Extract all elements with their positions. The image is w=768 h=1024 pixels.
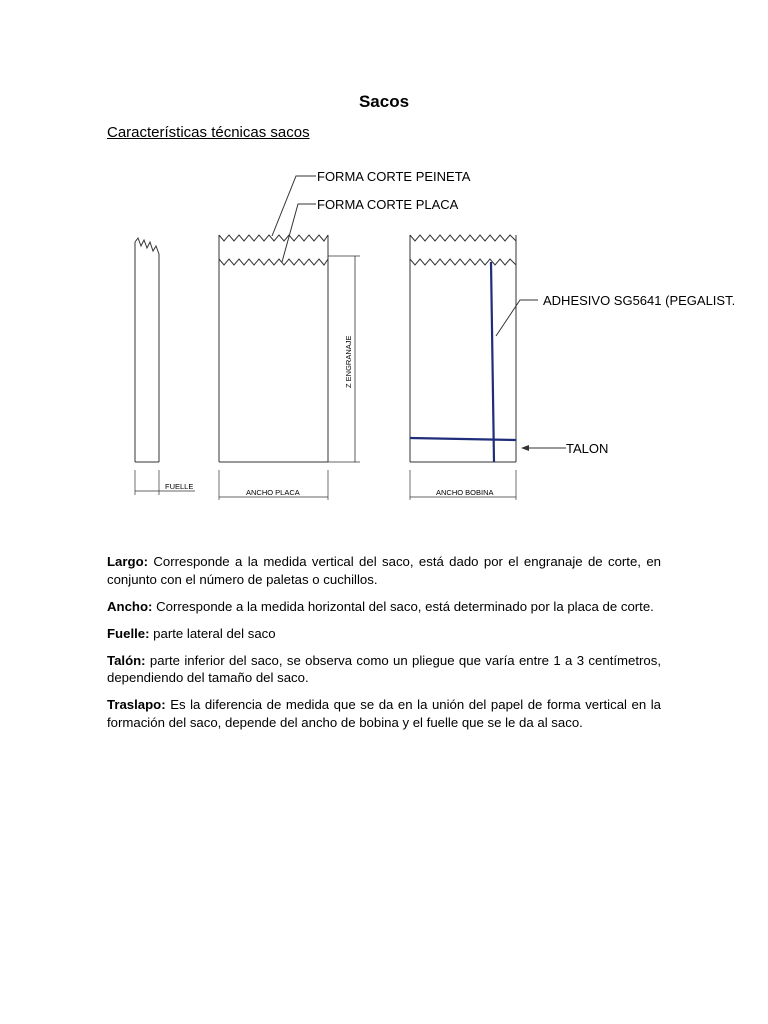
label-engranaje: Z ENGRANAJE (344, 335, 353, 388)
term-ancho: Ancho: (107, 598, 153, 614)
definition-talon (107, 652, 661, 687)
side-view-zigzag (135, 238, 159, 254)
leader-peineta (272, 176, 316, 236)
text-ancho: Corresponde a la medida horizontal del saco, está determinado por la placa de corte. (152, 598, 654, 614)
definition-ancho (107, 598, 661, 616)
adhesive-lines (410, 262, 516, 462)
section-subtitle: Características técnicas sacos (107, 124, 310, 141)
definition-fuelle (107, 625, 661, 643)
text-largo: Corresponde a la medida vertical del saco, está dado por el engranaje de corte, en conjunto con el número de paletas o cuchillos. (107, 554, 661, 587)
side-view (135, 238, 195, 495)
right-view (410, 235, 566, 500)
term-fuelle: Fuelle: (107, 625, 150, 641)
text-fuelle: parte lateral del saco (149, 625, 276, 641)
label-fuelle: FUELLE (165, 482, 194, 491)
right-bottom-zigzag (410, 259, 516, 265)
definition-traslapo (107, 696, 661, 731)
middle-bottom-zigzag (219, 259, 328, 265)
text-traslapo: Es la diferencia de medida que se da en la unión del papel de forma vertical en la formación del saco, depende del ancho de bobina y el fuelle que se le da al saco. (107, 697, 661, 730)
term-talon: Talón: (107, 652, 146, 668)
label-ancho-bobina: ANCHO BOBINA (436, 488, 494, 497)
term-largo: Largo: (107, 554, 149, 569)
page-title: Sacos (358, 92, 410, 111)
right-top-zigzag (410, 235, 516, 241)
leader-adhesivo (496, 300, 538, 336)
middle-top-zigzag (219, 235, 328, 241)
label-ancho-placa: ANCHO PLACA (246, 488, 300, 497)
text-talon: parte inferior del saco, se observa como un pliegue que varía entre 1 a 3 centímetros, dependiendo del tamaño del saco. (107, 652, 661, 685)
label-forma-corte-placa: FORMA CORTE PLACA (317, 197, 459, 212)
middle-view (219, 176, 360, 500)
leader-placa (282, 204, 316, 262)
definition-largo (107, 553, 661, 588)
label-adhesivo: ADHESIVO SG5641 (PEGALIST. (543, 293, 736, 308)
definitions-list (107, 553, 661, 741)
term-traslapo: Traslapo: (107, 697, 166, 712)
label-talon: TALON (566, 441, 609, 456)
label-forma-corte-peineta: FORMA CORTE PEINETA (317, 169, 471, 184)
